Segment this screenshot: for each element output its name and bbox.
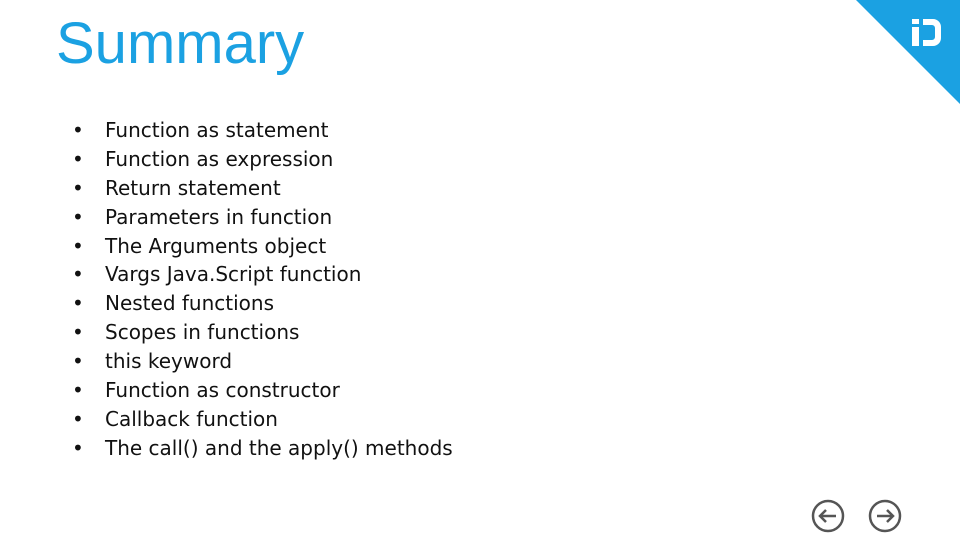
- slide-title: Summary: [56, 11, 305, 76]
- bullet-marker: •: [72, 233, 84, 258]
- bullet-text: Return statement: [105, 175, 281, 200]
- bullet-text: Function as statement: [105, 118, 329, 142]
- bullet-text: Scopes in functions: [105, 320, 300, 345]
- bullet-marker: •: [72, 349, 84, 374]
- bullet-marker: •: [72, 378, 84, 403]
- bullet-marker: •: [72, 406, 84, 431]
- bullet-marker: •: [72, 204, 84, 229]
- bullet-text: Vargs Java.Script function: [105, 262, 362, 287]
- logo-icon: [856, 0, 960, 104]
- arrow-left-circle-icon: [813, 501, 843, 531]
- bullet-marker: •: [72, 435, 84, 460]
- next-slide-button[interactable]: [867, 498, 903, 534]
- bullet-marker: •: [72, 291, 84, 316]
- previous-slide-button[interactable]: [810, 498, 846, 534]
- bullet-marker: •: [72, 175, 84, 200]
- bullet-text: Parameters in function: [105, 204, 333, 229]
- bullet-marker: •: [72, 320, 84, 345]
- bullet-text: this keyword: [105, 349, 233, 374]
- bullet-text: Function as constructor: [105, 378, 340, 403]
- arrow-right-circle-icon: [870, 501, 900, 531]
- bullet-text: The Arguments object: [105, 233, 327, 258]
- bullet-marker: •: [72, 146, 84, 171]
- bullet-text: Callback function: [105, 406, 278, 431]
- bullet-marker: •: [72, 118, 84, 142]
- bullet-text: The call() and the apply() methods: [105, 435, 453, 460]
- bullet-text: Nested functions: [105, 291, 275, 316]
- bullet-marker: •: [72, 262, 84, 287]
- bullet-text: Function as expression: [105, 146, 334, 171]
